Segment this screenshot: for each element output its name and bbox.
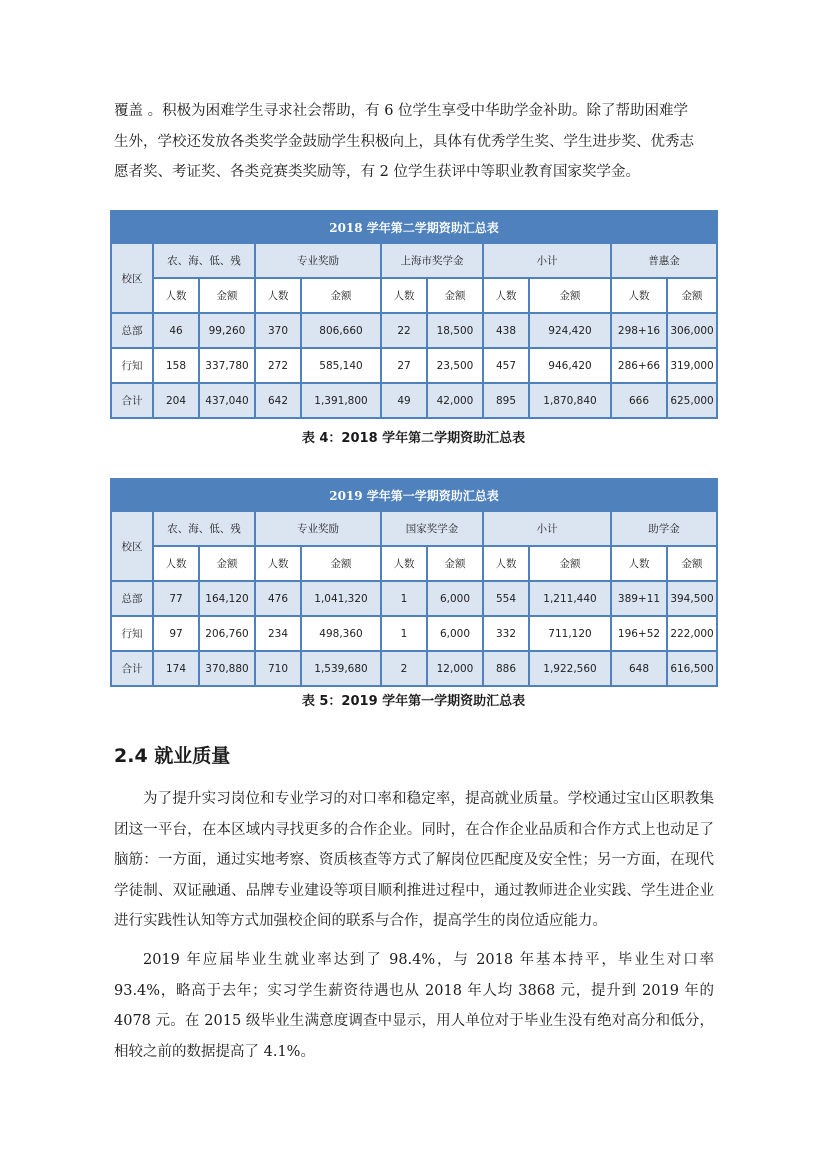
table-cell: 158 bbox=[153, 348, 199, 383]
table-row bbox=[111, 383, 717, 418]
table-cell: 946,420 bbox=[529, 348, 611, 383]
table-caption: 表 4：2018 学年第二学期资助汇总表 bbox=[301, 431, 526, 446]
table-cell: 298+16 bbox=[611, 313, 667, 348]
corner-header: 校区 bbox=[111, 243, 153, 313]
sub-header: 人数 bbox=[255, 278, 301, 313]
row-label: 行知 bbox=[111, 616, 153, 651]
sub-header: 金额 bbox=[427, 546, 483, 581]
table-cell: 23,500 bbox=[427, 348, 483, 383]
table-cell: 895 bbox=[483, 383, 529, 418]
table-cell: 77 bbox=[153, 581, 199, 616]
table-cell: 6,000 bbox=[427, 616, 483, 651]
table-cell: 625,000 bbox=[667, 383, 717, 418]
table-cell: 1,922,560 bbox=[529, 651, 611, 686]
group-header: 普惠金 bbox=[611, 243, 717, 278]
corner-header: 校区 bbox=[111, 511, 153, 581]
group-header: 助学金 bbox=[611, 511, 717, 546]
table-row bbox=[111, 651, 717, 686]
sub-header: 人数 bbox=[153, 546, 199, 581]
group-header: 小计 bbox=[483, 511, 611, 546]
table-cell: 1,211,440 bbox=[529, 581, 611, 616]
intro-line: 覆盖 。积极为困难学生寻求社会帮助，有 6 位学生享受中华助学金补助。除了帮助困难学 bbox=[114, 103, 689, 119]
table-cell: 648 bbox=[611, 651, 667, 686]
intro-line: 愿者奖、考证奖、各类竞赛类奖励等，有 2 位学生获评中等职业教育国家奖学金。 bbox=[114, 164, 640, 180]
table-cell: 457 bbox=[483, 348, 529, 383]
table-cell: 306,000 bbox=[667, 313, 717, 348]
table-cell: 42,000 bbox=[427, 383, 483, 418]
sub-header: 金额 bbox=[301, 546, 381, 581]
group-header: 国家奖学金 bbox=[381, 511, 483, 546]
row-label: 行知 bbox=[111, 348, 153, 383]
table-cell: 389+11 bbox=[611, 581, 667, 616]
sub-header: 金额 bbox=[667, 546, 717, 581]
group-header: 专业奖励 bbox=[255, 511, 381, 546]
table-cell: 6,000 bbox=[427, 581, 483, 616]
sub-header: 人数 bbox=[483, 278, 529, 313]
table-cell: 370 bbox=[255, 313, 301, 348]
sub-header: 金额 bbox=[301, 278, 381, 313]
table-cell: 498,360 bbox=[301, 616, 381, 651]
table-cell: 12,000 bbox=[427, 651, 483, 686]
sub-header: 人数 bbox=[611, 278, 667, 313]
sub-header: 金额 bbox=[529, 278, 611, 313]
sub-header: 人数 bbox=[381, 546, 427, 581]
intro-paragraph bbox=[114, 96, 714, 188]
table-row bbox=[111, 581, 717, 616]
row-label: 合计 bbox=[111, 383, 153, 418]
table-title: 2018 学年第二学期资助汇总表 bbox=[111, 211, 717, 243]
table-cell: 438 bbox=[483, 313, 529, 348]
table-cell: 234 bbox=[255, 616, 301, 651]
table-cell: 337,780 bbox=[199, 348, 255, 383]
sub-header: 金额 bbox=[199, 546, 255, 581]
table-cell: 164,120 bbox=[199, 581, 255, 616]
table-2019-aid-summary bbox=[110, 478, 718, 687]
table-2018-aid-summary bbox=[110, 210, 718, 419]
sub-header: 金额 bbox=[529, 546, 611, 581]
body-paragraph: 为了提升实习岗位和专业学习的对口率和稳定率，提高就业质量。学校通过宝山区职教集团这一平台，在本区域内寻找更多的合作企业。同时，在合作企业品质和合作方式上也动足了脑筋：一方面，通过实地考察、资质核查等方式了解岗位匹配度及安全性；另一方面，在现代学徒制、双证融通、品牌专业建设等项目顺利推进过程中，通过教师进企业实践、学生进企业进行实践性认知等方式加强校企间的联系与合作，提高学生的岗位适应能力。 bbox=[114, 791, 714, 929]
table-cell: 554 bbox=[483, 581, 529, 616]
table-cell: 711,120 bbox=[529, 616, 611, 651]
table-cell: 710 bbox=[255, 651, 301, 686]
table-cell: 206,760 bbox=[199, 616, 255, 651]
body-paragraph: 2019 年应届毕业生就业率达到了 98.4%，与 2018 年基本持平，毕业生对口率 93.4%，略高于去年；实习学生薪资待遇也从 2018 年人均 3868 元，提升到 2019 年的 4078 元。在 2015 级毕业生满意度调查中显示，用人单位对于毕业生没有绝对高分和低分，相较之前的数据提高了 4.1%。 bbox=[114, 952, 714, 1060]
table-title: 2019 学年第一学期资助汇总表 bbox=[111, 479, 717, 511]
table-cell: 1,391,800 bbox=[301, 383, 381, 418]
row-label: 总部 bbox=[111, 581, 153, 616]
table-cell: 222,000 bbox=[667, 616, 717, 651]
table-cell: 806,660 bbox=[301, 313, 381, 348]
sub-header: 金额 bbox=[667, 278, 717, 313]
table-cell: 924,420 bbox=[529, 313, 611, 348]
row-label: 合计 bbox=[111, 651, 153, 686]
table-cell: 642 bbox=[255, 383, 301, 418]
sub-header: 人数 bbox=[611, 546, 667, 581]
table-cell: 204 bbox=[153, 383, 199, 418]
table-cell: 616,500 bbox=[667, 651, 717, 686]
table-cell: 286+66 bbox=[611, 348, 667, 383]
table-cell: 1 bbox=[381, 616, 427, 651]
section-heading: 2.4 就业质量 bbox=[114, 745, 231, 767]
table-cell: 49 bbox=[381, 383, 427, 418]
group-header: 小计 bbox=[483, 243, 611, 278]
table-cell: 585,140 bbox=[301, 348, 381, 383]
table-cell: 1,041,320 bbox=[301, 581, 381, 616]
table-cell: 196+52 bbox=[611, 616, 667, 651]
table-cell: 1,870,840 bbox=[529, 383, 611, 418]
table-cell: 1,539,680 bbox=[301, 651, 381, 686]
table-cell: 394,500 bbox=[667, 581, 717, 616]
sub-header: 人数 bbox=[255, 546, 301, 581]
table-cell: 437,040 bbox=[199, 383, 255, 418]
sub-header: 金额 bbox=[199, 278, 255, 313]
table-cell: 46 bbox=[153, 313, 199, 348]
table-cell: 174 bbox=[153, 651, 199, 686]
table-cell: 27 bbox=[381, 348, 427, 383]
group-header: 农、海、低、残 bbox=[153, 243, 255, 278]
table-cell: 99,260 bbox=[199, 313, 255, 348]
table-cell: 886 bbox=[483, 651, 529, 686]
sub-header: 人数 bbox=[381, 278, 427, 313]
table-cell: 97 bbox=[153, 616, 199, 651]
table-cell: 2 bbox=[381, 651, 427, 686]
table-cell: 666 bbox=[611, 383, 667, 418]
group-header: 上海市奖学金 bbox=[381, 243, 483, 278]
table-cell: 476 bbox=[255, 581, 301, 616]
table-cell: 22 bbox=[381, 313, 427, 348]
table-row bbox=[111, 616, 717, 651]
table-row bbox=[111, 348, 717, 383]
table-cell: 370,880 bbox=[199, 651, 255, 686]
sub-header: 人数 bbox=[483, 546, 529, 581]
group-header: 农、海、低、残 bbox=[153, 511, 255, 546]
sub-header: 金额 bbox=[427, 278, 483, 313]
table-cell: 332 bbox=[483, 616, 529, 651]
sub-header: 人数 bbox=[153, 278, 199, 313]
table-caption: 表 5：2019 学年第一学期资助汇总表 bbox=[301, 694, 526, 709]
table-cell: 18,500 bbox=[427, 313, 483, 348]
table-cell: 319,000 bbox=[667, 348, 717, 383]
table-row bbox=[111, 313, 717, 348]
group-header: 专业奖励 bbox=[255, 243, 381, 278]
row-label: 总部 bbox=[111, 313, 153, 348]
table-cell: 1 bbox=[381, 581, 427, 616]
intro-line: 生外，学校还发放各类奖学金鼓励学生积极向上，具体有优秀学生奖、学生进步奖、优秀志 bbox=[114, 133, 694, 150]
table-cell: 272 bbox=[255, 348, 301, 383]
